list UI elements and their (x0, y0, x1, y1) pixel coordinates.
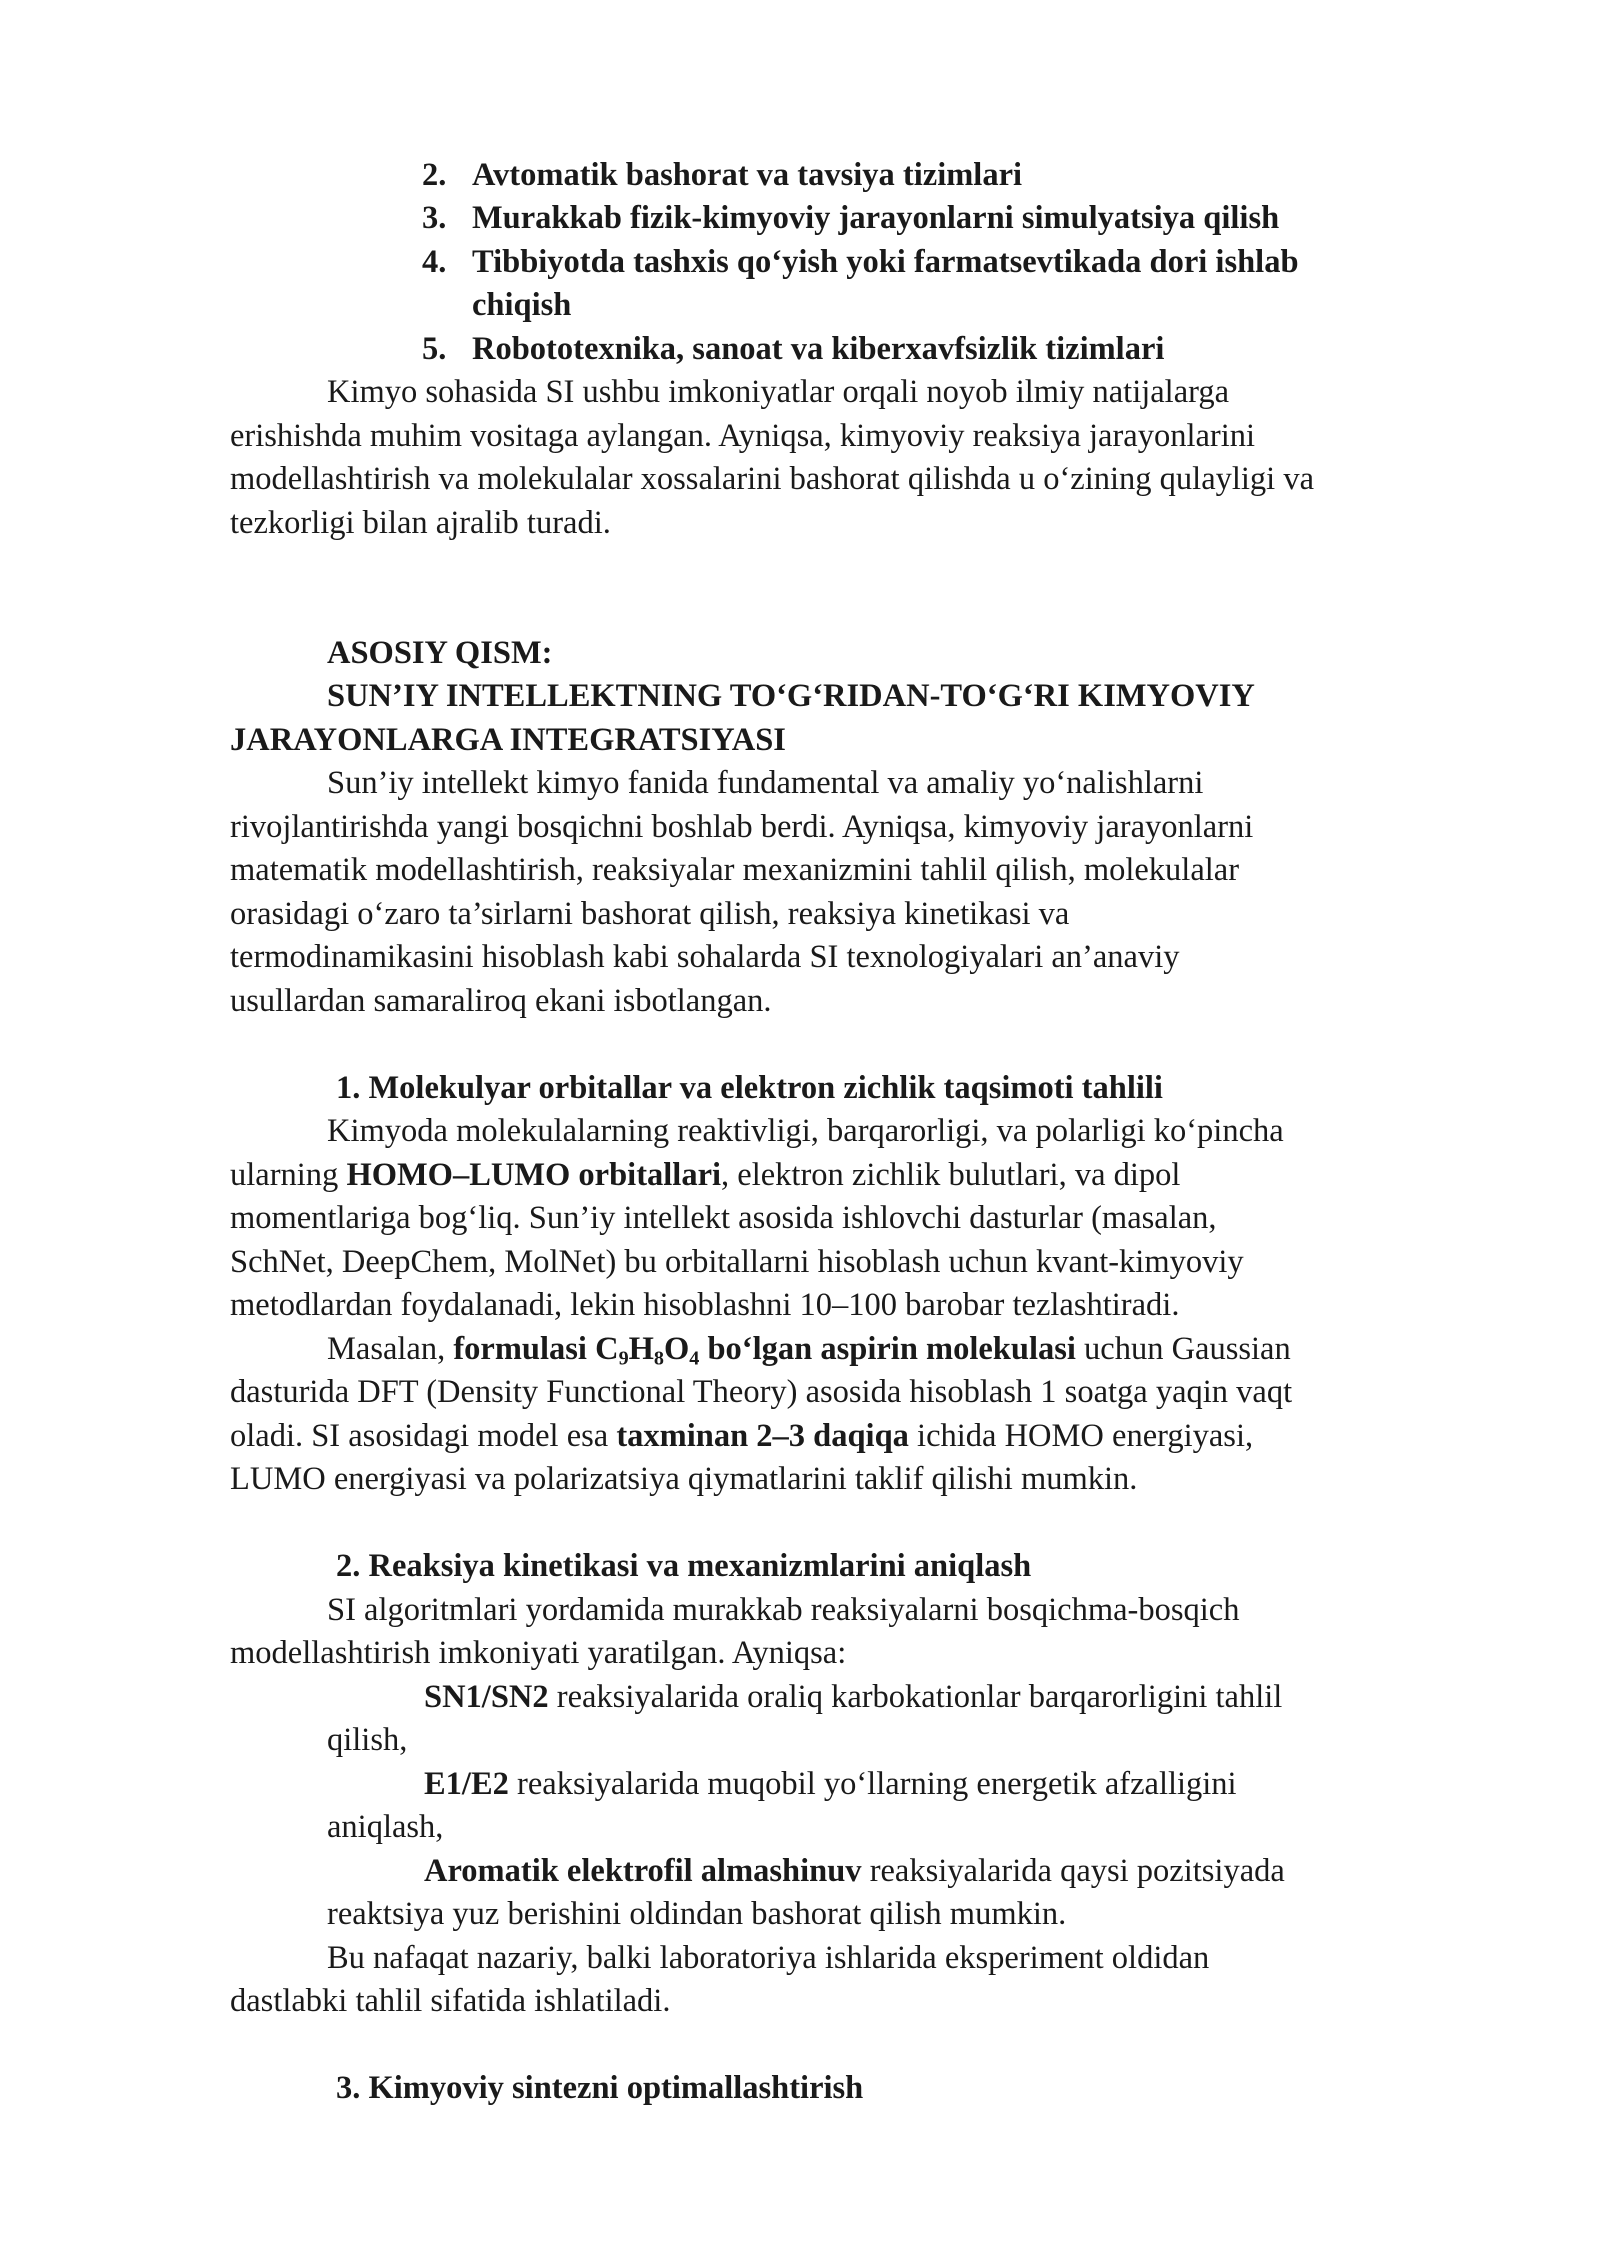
subsection-title: 3. Kimyoviy sintezni optimallashtirish (336, 2070, 864, 2106)
subscript: 4 (689, 1347, 700, 1370)
list-number: 4. (422, 244, 447, 280)
paragraph-line: usullardan samaraliroq ekani isbotlangan. (230, 983, 772, 1019)
text-run: formulasi C (453, 1331, 619, 1367)
subscript: 8 (653, 1347, 664, 1370)
paragraph-line: momentlariga bog‘liq. Sun’iy intellekt asosida ishlovchi dasturlar (masalan, (230, 1200, 1217, 1236)
paragraph-line (327, 1328, 1291, 1372)
paragraph-line: modellashtirish imkoniyati yaratilgan. Ayniqsa: (230, 1635, 847, 1671)
paragraph-line: orasidagi o‘zaro ta’sirlarni bashorat qilish, reaksiya kinetikasi va (230, 896, 1070, 932)
text-run: , elektron zichlik bulutlari, va dipol (721, 1157, 1181, 1193)
paragraph-line: Sun’iy intellekt kimyo fanida fundamental va amaliy yo‘nalishlarni (327, 765, 1204, 801)
text-run: bo‘lgan aspirin molekulasi (699, 1331, 1076, 1367)
text-run: Masalan, (327, 1331, 454, 1367)
subscript: 9 (618, 1347, 629, 1370)
paragraph-line: Bu nafaqat nazariy, balki laboratoriya ishlarida eksperiment oldidan (327, 1940, 1210, 1976)
paragraph-line (230, 1154, 1180, 1198)
intro-line: modellashtirish va molekulalar xossalarini bashorat qilishda u o‘zining qulayligi va (230, 461, 1315, 497)
list-item (422, 154, 1022, 198)
bold-term: E1/E2 (424, 1766, 509, 1802)
list-number: 5. (422, 331, 447, 367)
paragraph-line: rivojlantirishda yangi bosqichni boshlab berdi. Ayniqsa, kimyoviy jarayonlarni (230, 809, 1254, 845)
list-text: Tibbiyotda tashxis qo‘yish yoki farmatsevtikada dori ishlab (472, 244, 1299, 280)
list-text-continuation: chiqish (472, 287, 572, 323)
text-run: ichida HOMO energiyasi, (908, 1418, 1254, 1454)
paragraph-line: SI algoritmlari yordamida murakkab reaksiyalarni bosqichma-bosqich (327, 1592, 1240, 1628)
text-run: ularning (230, 1157, 347, 1193)
paragraph-line: Kimyoda molekulalarning reaktivligi, barqarorligi, va polarligi ko‘pincha (327, 1113, 1284, 1149)
subsection-title: 2. Reaksiya kinetikasi va mexanizmlarini aniqlash (336, 1548, 1032, 1584)
text-run: H (628, 1331, 654, 1367)
list-item (422, 328, 1164, 372)
section-heading: ASOSIY QISM: (327, 635, 553, 671)
paragraph-line: metodlardan foydalanadi, lekin hisoblashni 10–100 barobar tezlashtiradi. (230, 1287, 1180, 1323)
paragraph-line: dasturida DFT (Density Functional Theory) asosida hisoblash 1 soatga yaqin vaqt (230, 1374, 1293, 1410)
paragraph-line (230, 1415, 1253, 1459)
intro-line: erishishda muhim vositaga aylangan. Ayniqsa, kimyoviy reaksiya jarayonlarini (230, 418, 1256, 454)
bullet-continuation: qilish, (327, 1722, 408, 1758)
bullet-line (424, 1676, 1282, 1720)
paragraph-line: LUMO energiyasi va polarizatsiya qiymatlarini taklif qilishi mumkin. (230, 1461, 1138, 1497)
list-number: 3. (422, 200, 447, 236)
chemical-formula (453, 1331, 1076, 1370)
list-item (422, 241, 1299, 285)
chapter-title: JARAYONLARGA INTEGRATSIYASI (230, 722, 786, 758)
bullet-line (424, 1763, 1237, 1807)
text-run: reaksiyalarida muqobil yo‘llarning energetik afzalligini (508, 1766, 1237, 1802)
list-item (422, 197, 1279, 241)
list-text: Murakkab fizik-kimyoviy jarayonlarni simulyatsiya qilish (472, 200, 1280, 236)
text-run: uchun Gaussian (1075, 1331, 1291, 1367)
text-run: reaksiyalarida oraliq karbokationlar barqarorligini tahlil (548, 1679, 1283, 1715)
text-run: reaksiyalarida qaysi pozitsiyada (861, 1853, 1285, 1889)
text-run: oladi. SI asosidagi model esa (230, 1418, 617, 1454)
bold-term: Aromatik elektrofil almashinuv (424, 1853, 862, 1889)
subsection-title: 1. Molekulyar orbitallar va elektron zichlik taqsimoti tahlili (336, 1070, 1163, 1106)
list-text: Avtomatik bashorat va tavsiya tizimlari (472, 157, 1023, 193)
list-number: 2. (422, 157, 447, 193)
bold-term: taxminan 2–3 daqiqa (616, 1418, 909, 1454)
paragraph-line: dastlabki tahlil sifatida ishlatiladi. (230, 1983, 671, 2019)
list-text: Robototexnika, sanoat va kiberxavfsizlik tizimlari (472, 331, 1165, 367)
bold-term: SN1/SN2 (424, 1679, 549, 1715)
paragraph-line: matematik modellashtirish, reaksiyalar mexanizmini tahlil qilish, molekulalar (230, 852, 1240, 888)
bullet-line (424, 1850, 1285, 1894)
bullet-continuation: reaktsiya yuz berishini oldindan bashorat qilish mumkin. (327, 1896, 1067, 1932)
paragraph-line: termodinamikasini hisoblash kabi sohalarda SI texnologiyalari an’anaviy (230, 939, 1180, 975)
intro-line: tezkorligi bilan ajralib turadi. (230, 505, 611, 541)
text-run: O (664, 1331, 690, 1367)
bullet-continuation: aniqlash, (327, 1809, 444, 1845)
intro-line: Kimyo sohasida SI ushbu imkoniyatlar orqali noyob ilmiy natijalarga (327, 374, 1230, 410)
bold-term: HOMO–LUMO orbitallari (346, 1157, 722, 1193)
chapter-title: SUN’IY INTELLEKTNING TO‘G‘RIDAN-TO‘G‘RI KIMYOVIY (327, 678, 1255, 714)
paragraph-line: SchNet, DeepChem, MolNet) bu orbitallarni hisoblash uchun kvant-kimyoviy (230, 1244, 1244, 1280)
